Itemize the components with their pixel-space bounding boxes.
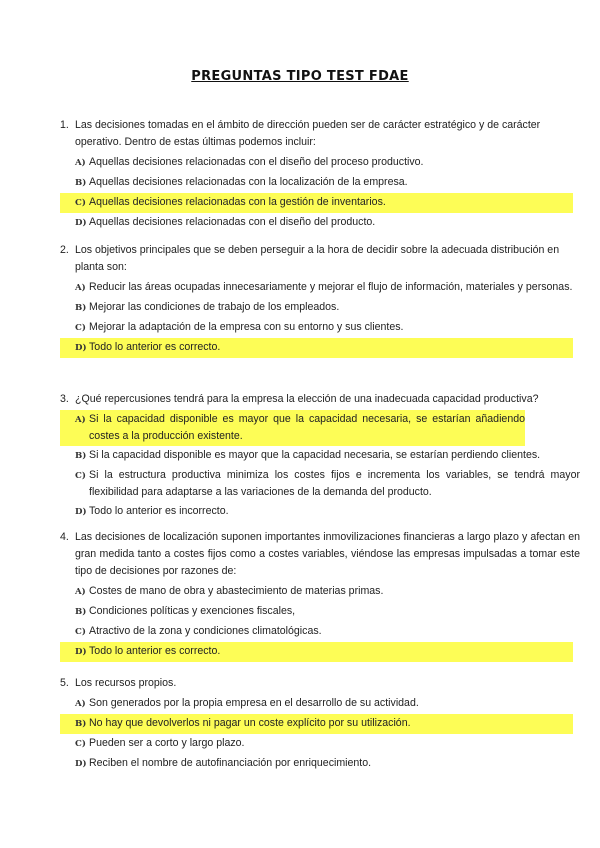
option-text: Atractivo de la zona y condiciones climatológicas.: [89, 624, 322, 637]
option-letter: C): [75, 322, 86, 333]
option-b: [60, 602, 580, 622]
option-a: [60, 582, 580, 602]
option-text: Mejorar la adaptación de la empresa con su entorno y sus clientes.: [89, 320, 404, 333]
option-d: [60, 754, 580, 774]
option-letter: A): [75, 414, 86, 425]
option-a: [60, 278, 580, 298]
option-text: Aquellas decisiones relacionadas con la gestión de inventarios.: [89, 195, 386, 208]
option-text: Todo lo anterior es incorrecto.: [89, 504, 229, 517]
option-b: [60, 446, 580, 466]
option-text: Son generados por la propia empresa en el desarrollo de su actividad.: [89, 696, 419, 709]
option-c-highlighted: [60, 193, 573, 213]
option-text: Aquellas decisiones relacionadas con la localización de la empresa.: [89, 175, 408, 188]
option-letter: D): [75, 758, 87, 769]
question-stem: [60, 529, 580, 580]
option-c: [60, 622, 580, 642]
option-text: Costes de mano de obra y abastecimiento de materias primas.: [89, 584, 384, 597]
option-text: Pueden ser a corto y largo plazo.: [89, 736, 245, 749]
question-stem: [60, 242, 580, 276]
option-c: [60, 734, 580, 754]
option-letter: B): [75, 450, 87, 461]
question-number: 1.: [60, 119, 69, 131]
question-number: 4.: [60, 531, 69, 543]
option-text: Aquellas decisiones relacionadas con el diseño del producto.: [89, 215, 376, 228]
option-text: No hay que devolverlos ni pagar un coste explícito por su utilización.: [89, 716, 411, 729]
option-letter: D): [75, 217, 87, 228]
option-c: [60, 466, 580, 502]
option-b: [60, 173, 580, 193]
question-number: 2.: [60, 244, 69, 256]
option-text: Reciben el nombre de autofinanciación por enriquecimiento.: [89, 756, 372, 769]
option-text: Condiciones políticas y exenciones fiscales,: [89, 604, 296, 617]
option-d-highlighted: [60, 338, 573, 358]
option-letter: D): [75, 646, 87, 657]
option-a: [60, 153, 580, 173]
question-stem: [60, 117, 580, 151]
option-letter: C): [75, 197, 86, 208]
option-letter: B): [75, 606, 87, 617]
option-letter: A): [75, 698, 86, 709]
option-letter: C): [75, 470, 86, 481]
option-letter: A): [75, 157, 86, 168]
option-a: [60, 694, 580, 714]
page-title: PREGUNTAS TIPO TEST FDAE: [191, 69, 409, 84]
option-text: Si la capacidad disponible es mayor que la capacidad necesaria, se estarían añadiendo costes a la producción existente.: [89, 412, 525, 442]
question-stem: [60, 675, 580, 692]
option-a-highlighted: [60, 410, 525, 446]
question-text: Los objetivos principales que se deben perseguir a la hora de decidir sobre la adecuada distribución en planta son:: [75, 244, 560, 273]
question-3: [60, 391, 580, 522]
option-letter: C): [75, 626, 86, 637]
option-letter: D): [75, 506, 87, 517]
option-d-highlighted: [60, 642, 573, 662]
question-1: [60, 117, 580, 233]
question-4: [60, 529, 580, 662]
option-letter: C): [75, 738, 86, 749]
option-text: Si la capacidad disponible es mayor que la capacidad necesaria, se estarían perdiendo clientes.: [89, 448, 541, 461]
option-c: [60, 318, 580, 338]
option-letter: A): [75, 282, 86, 293]
option-text: Si la estructura productiva minimiza los costes fijos e incrementa los variables, se tendrá mayor flexibilidad para adaptarse a las variaciones de la demanda del producto.: [89, 468, 580, 498]
option-letter: B): [75, 302, 87, 313]
option-letter: B): [75, 177, 87, 188]
question-text: Las decisiones tomadas en el ámbito de dirección pueden ser de carácter estratégico y de carácter operativo. Dentro de estas últimas podemos incluir:: [75, 119, 541, 148]
option-text: Mejorar las condiciones de trabajo de los empleados.: [89, 300, 340, 313]
option-text: Reducir las áreas ocupadas innecesariamente y mejorar el flujo de información, materiales y personas.: [89, 280, 573, 293]
option-b-highlighted: [60, 714, 573, 734]
question-text: Los recursos propios.: [75, 677, 177, 689]
question-2: [60, 242, 580, 358]
option-letter: A): [75, 586, 86, 597]
option-d: [60, 502, 580, 522]
question-number: 3.: [60, 393, 69, 405]
option-d: [60, 213, 580, 233]
option-text: Aquellas decisiones relacionadas con el diseño del proceso productivo.: [89, 155, 424, 168]
option-b: [60, 298, 580, 318]
option-letter: D): [75, 342, 87, 353]
question-text: Las decisiones de localización suponen importantes inmovilizaciones financieras a largo plazo y afectan en gran medida tanto a costes fijos como a costes variables, viéndose las empresas impulsadas a tomar este tipo de decisiones por razones de:: [75, 531, 580, 577]
option-letter: B): [75, 718, 87, 729]
question-text: ¿Qué repercusiones tendrá para la empresa la elección de una inadecuada capacidad productiva?: [75, 393, 539, 405]
option-text: Todo lo anterior es correcto.: [89, 340, 221, 353]
option-text: Todo lo anterior es correcto.: [89, 644, 221, 657]
question-stem: [60, 391, 580, 408]
question-5: [60, 675, 580, 774]
question-number: 5.: [60, 677, 69, 689]
